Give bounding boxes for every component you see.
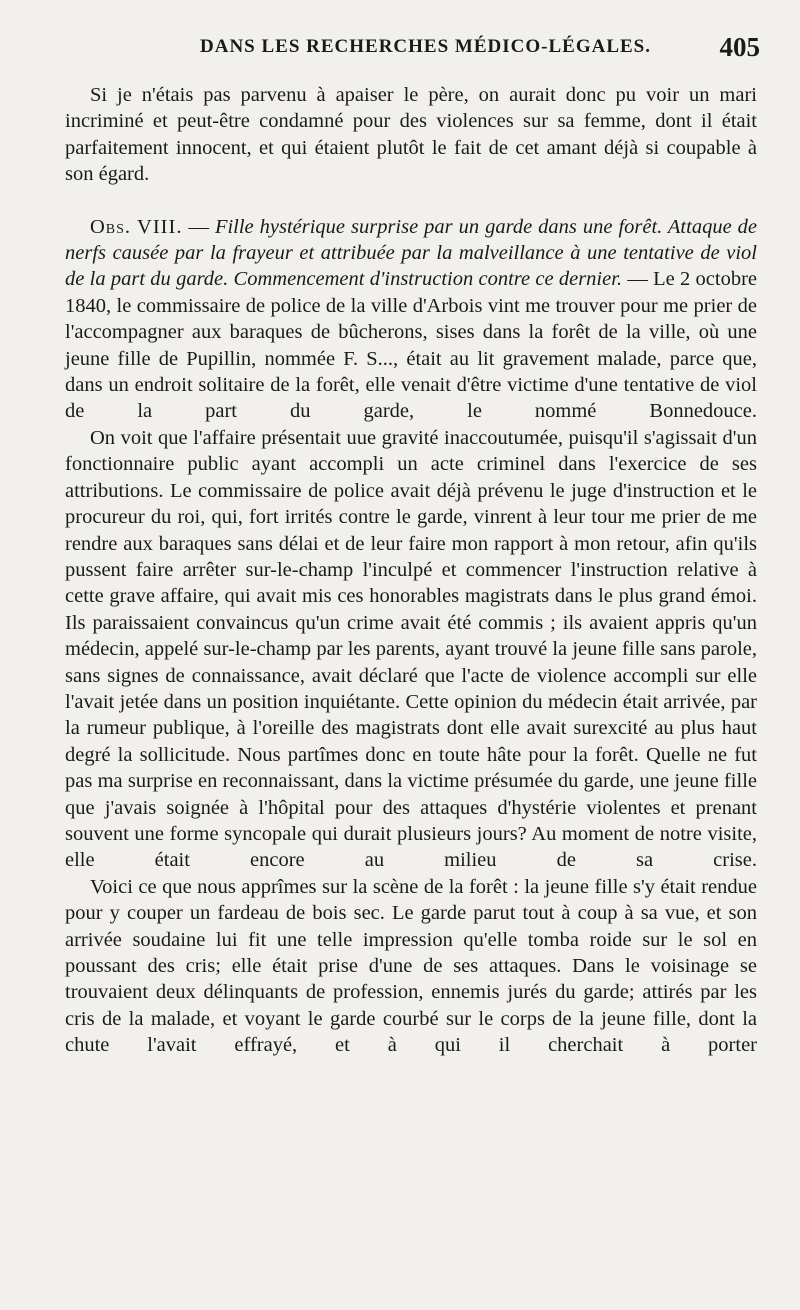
page-number: 405 — [719, 32, 760, 62]
observation-body: — Le 2 octobre 1840, le commissaire de police de la ville d'Arbois vint me trouver pour me prier de l'accompagner aux baraques de bûcherons, sises dans la forêt de la ville, où une jeune fille de Pupillin, nommée F. S..., était au lit gravement malade, parce que, dans un endroit solitaire de la forêt, elle venait d'être victime d'une tentative de viol de la part du garde, le nommé Bonnedouce. — [65, 268, 757, 423]
observation-title: Fille hystérique surprise par un garde dans une forêt. Attaque de nerfs causée par la frayeur et attribuée par la malveillance à une tentative de viol de la part du garde. Commencement d'instruction contre ce dernier. — [65, 215, 758, 291]
running-head: DANS LES RECHERCHES MÉDICO-LÉGALES. — [200, 36, 651, 57]
body-text — [65, 82, 757, 1059]
observation-paragraph — [65, 214, 757, 425]
observation-label: Obs. — [90, 215, 132, 238]
paragraph-3: On voit que l'affaire présentait uue gravité inaccoutumée, puisqu'il s'agissait d'un fonctionnaire public ayant accompli un acte criminel dans l'exercice de ses attributions. Le commissaire de police avait déjà prévenu le juge d'instruction et le procureur du roi, qui, fort irrités contre le garde, vinrent à leur tour me prier de me rendre aux baraques sans délai et de leur faire mon rapport à mon retour, afin qu'ils pussent faire arrêter sur-le-champ l'inculpé et commencer l'instruction relative à cette grave affaire, qui avait mis ces honorables magistrats dans le plus grand émoi. Ils paraissaient convaincus qu'un crime avait été commis ; ils avaient appris qu'un médecin, appelé sur-le-champ par les parents, ayant trouvé la jeune fille sans parole, sans signes de connaissance, avait déclaré que l'acte de violence accompli sur elle l'avait jetée dans un position inquiétante. Cette opinion du médecin était arrivée, par la rumeur publique, à l'oreille des magistrats dont elle avait surexcité au plus haut degré la sollicitude. Nous partîmes donc en toute hâte pour la forêt. Quelle ne fut pas ma surprise en reconnaissant, dans la victime présumée du garde, une jeune fille que j'avais soignée à l'hôpital pour des attaques d'hystérie violentes et prenant souvent une forme syncopale qui durait plusieurs jours? Au moment de notre visite, elle était encore au milieu de sa crise. — [65, 426, 757, 872]
section-gap — [65, 188, 757, 214]
observation-dash: — — [182, 215, 215, 238]
observation-number: VIII. — [137, 215, 183, 238]
paragraph-4: Voici ce que nous apprîmes sur la scène de la forêt : la jeune fille s'y était rendue pour y couper un fardeau de bois sec. Le garde parut tout à coup à sa vue, et son arrivée soudaine lui fit une telle impression qu'elle tomba roide sur le sol en poussant des cris; elle était prise d'une de ses attaques. Dans le voisinage se trouvaient deux délinquants de profession, ennemis jurés du garde; attirés par les cris de la malade, et voyant le garde courbé sur le corps de la jeune fille, dont la chute l'avait effrayé, et à qui il cherchait à porter — [65, 875, 757, 1057]
paragraph-1: Si je n'étais pas parvenu à apaiser le père, on aurait donc pu voir un mari incriminé et peut-être condamné pour des violences sur sa femme, dont il était parfaitement innocent, et qui étaient plutôt le fait de cet amant déjà si coupable à son égard. — [65, 84, 757, 186]
page-header — [200, 32, 760, 66]
